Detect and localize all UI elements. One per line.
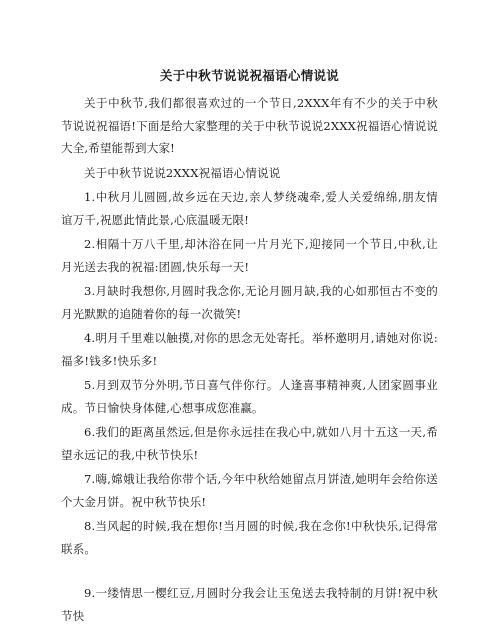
list-item: 5.月到双节分外明,节日喜气伴你行。人逢喜事精神爽,人团家圆事业成。节日愉快身体健,心想事成您准赢。	[61, 378, 438, 415]
list-item: 7.嗨,嫦娥让我给你带个话,今年中秋给她留点月饼渣,她明年会给你送个大金月饼。祝中秋节快乐!	[61, 472, 438, 509]
list-item: 6.我们的距离虽然远,但是你永远挂在我心中,就如八月十五这一天,希望永远记的我,中秋节快乐!	[61, 425, 438, 462]
section-heading: 关于中秋节说说2XXX祝福语心情说说	[84, 165, 281, 180]
document-title: 关于中秋节说说祝福语心情说说	[159, 68, 340, 83]
list-item: 2.相隔十万八千里,却沐浴在同一片月光下,迎接同一个节日,中秋,让月光送去我的祝福:团圆,快乐每一天!	[61, 237, 438, 274]
list-item: 1.中秋月儿圆圆,故乡远在天边,亲人梦绕魂牵,爱人关爱绵绵,朋友情谊万千,祝愿此情此景,心底温暖无限!	[61, 190, 438, 227]
list-item: 4.明月千里难以触摸,对你的思念无处寄托。举杯邀明月,请她对你说:福多!钱多!快乐多!	[61, 331, 438, 368]
list-item: 3.月缺时我想你,月圆时我念你,无论月圆月缺,我的心如那恒古不变的月光默默的追随着你的每一次微笑!	[61, 284, 438, 321]
list-item: 8.当风起的时候,我在想你!当月圆的时候,我在念你!中秋快乐,记得常联系。	[61, 519, 438, 556]
list-item: 9.一缕情思一樱红豆,月圆时分我会让玉兔送去我特制的月饼!祝中秋节快	[61, 586, 438, 623]
intro-paragraph: 关于中秋节,我们都很喜欢过的一个节日,2XXX年有不少的关于中秋节说说祝福语!下面是给大家整理的关于中秋节说说2XXX祝福语心情说说大全,希望能帮到大家!	[61, 96, 438, 155]
